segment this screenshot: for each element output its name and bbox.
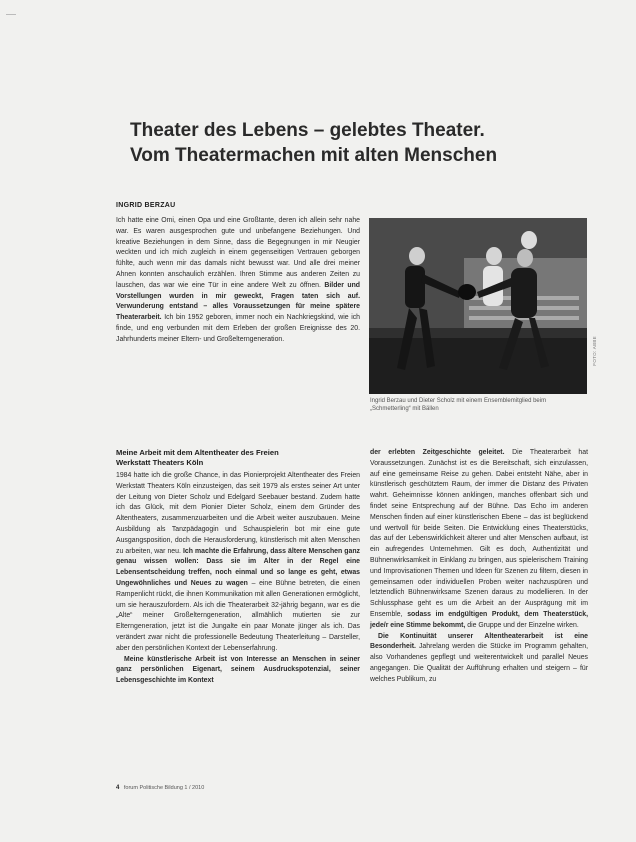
right-p2-bold-text: Die Kontinuität unserer Altentheaterarbeit ist eine Besonderheit. <box>370 632 588 651</box>
right-p1-end-text: die Gruppe und der Einzelne wirken. <box>467 621 579 629</box>
photo-credit: FOTO: ABBE <box>592 336 597 366</box>
right-p1-bold-text-2: sodass im endgültigen Produkt, dem Theaterstück, jede/r eine Stimme bekommt, <box>370 610 589 629</box>
right-column <box>370 448 588 686</box>
left-p1-end-text: – eine Bühne betreten, die einen Rampenlicht rückt, die ihnen Kommunikation mit allen Generationen ermöglicht, um sie herauszufordern. Als ich die Theaterarbeit 32-jährig begann, war es die „Alte“ meiner Großelterngeneration, allmählich mutierten sie zur Elterngeneration, jetzt ist die Jungalte ein paar Monate jünger als ich. Das verändert zwar nicht die professionelle Bedeutung Theaterleitung – Darsteller, aber den persönlichen Kontext der Lebenserfahrung. <box>116 579 360 652</box>
publication-name: forum Politische Bildung 1 / 2010 <box>123 785 205 791</box>
article-title <box>130 118 570 168</box>
left-p2-bold-text: Meine künstlerische Arbeit ist von Interesse an Menschen in seiner ganz persönlichen Eigenart, seinem Ausdruckspotenzial, seiner Lebensgeschichte im Kontext <box>116 655 360 685</box>
left-column <box>116 448 360 687</box>
intro-end-text: Ich bin 1952 geboren, immer noch ein Nachkriegskind, wie ich finde, und eng verbunden mit dem Erleben der großen Ereignisse des 20. Jahrhunderts meiner Eltern- und Großelterngeneration. <box>116 314 360 343</box>
title-line-1: Theater des Lebens – gelebtes Theater. <box>130 120 485 141</box>
left-paragraph-2 <box>116 655 360 687</box>
section-heading <box>116 448 360 468</box>
right-p1-text: Die Theaterarbeit hat Voraussetzungen. Zunächst ist es die Bereitschaft, sich einzulassen, auf eine gemeinsame Reise zu gehen. Dabei entsteht Nähe, aber in künstlerisch geschütztem Raum, der immer die Distanz des Privaten wahrt. Geheimnisse können anklingen, manches offenbart sich und findet seine Entsprechung auf der Bühne. Das Echo im anderen Menschen finden auf einer künstlerischen Ebene – das ist beglückend und wertvoll für beide Seiten. Die Entwicklung eines Theaterstücks, das auf der Lebenswirklichkeit älterer und alter Menschen aufbaut, ist ein aufregendes Unternehmen. Gilt es doch, Authentizität und Bühnenwirksamkeit in Einklang zu bringen, aus spielerischem Training und Improvisationen Themen und Ideen für Szenen zu filtern, diesen in gemeinsamen oder individuellen Proben weiter nachzuspüren und letztendlich Bühnenwirksame Szenen daraus zu modellieren. In der Schlussphase geht es um die Arbeit an der Ausprägung mit im Ensemble, <box>370 449 589 618</box>
article-photo <box>369 218 587 394</box>
page-footer <box>116 785 204 791</box>
right-p1-bold-text: der erlebten Zeitgeschichte geleitet. <box>370 449 505 456</box>
intro-paragraph <box>116 216 360 346</box>
photo-caption: Ingrid Berzau und Dieter Scholz mit einem Ensemblemitglied beim „Schmetterling“ mit Bällen <box>370 398 547 413</box>
section-heading-line-2: Werkstatt Theaters Köln <box>116 458 204 467</box>
right-paragraph-2 <box>370 632 588 686</box>
intro-column <box>116 216 360 346</box>
scan-edge-mark <box>6 14 16 21</box>
author-name: INGRID BERZAU <box>116 202 176 209</box>
right-paragraph-1 <box>370 448 588 632</box>
right-p2-text: Jahrelang werden die Stücke im Programm gehalten, also Vorhandenes gepflegt und weiterentwickelt und parallel Neues angegangen. Die Qualität der Aufführung erhalten und steigern – für welches Publikum, zu <box>370 643 588 683</box>
title-line-2: Vom Theatermachen mit alten Menschen <box>130 145 498 166</box>
left-paragraph-1 <box>116 471 360 655</box>
intro-bold-text: Bilder und Vorstellungen wurden in mir geweckt, Fragen taten sich auf. Verwunderung entstand – alles Voraussetzungen für meine spätere Theaterarbeit. <box>116 281 360 322</box>
photo-image <box>369 218 587 394</box>
intro-text: Ich hatte eine Omi, einen Opa und eine Großtante, deren ich allein sehr nahe war. Es waren ausgesprochen gute und unbefangene Beziehungen. Und kreative Beziehungen in dem Sinne, dass die Begegnungen in mir Neugier weckten und ich mich zugleich in einem gegenseitigen Vertrauen geborgen fühlte, auch wenn mir das damals nicht bewusst war. Und alle drei meiner Ahnen konnten anschaulich erzählen. Ihren Stimme aus anderen Zeiten zu lauschen, das war wie eine Tür in eine andere Welt zu öffnen. <box>116 217 360 289</box>
left-p1-text: 1984 hatte ich die große Chance, in das Pionierprojekt Altentheater des Freien Werkstatt Theaters Köln einzusteigen, das seit 1979 als erstes seiner Art unter der Leitung von Dieter Scholz und Edelgard Seebauer bestand. Zudem hatte ich das Glück, mit dem Pionier Dieter Scholz, einem dem Gründer des Altentheaters, zusammenzuarbeiten und die Arbeit weiter auszubauen. Meine Ausbildung als Tanzpädagogin und Schauspielerin bot mir eine gute Ausgangsposition, doch die Herausforderung, künstlerisch mit alten Menschen zu arbeiten, war neu. <box>116 472 360 555</box>
section-heading-line-1: Meine Arbeit mit dem Altentheater des Freien <box>116 448 279 457</box>
page-number: 4 <box>116 785 120 791</box>
left-p1-bold-text: Ich machte die Erfahrung, dass ältere Menschen ganz genau wissen wollen: Dass sie im Alter in der Regel eine Lebensentscheidung treffen, noch einmal und so lange es geht, etwas Ungewöhnliches und Neues zu wagen <box>116 547 360 587</box>
